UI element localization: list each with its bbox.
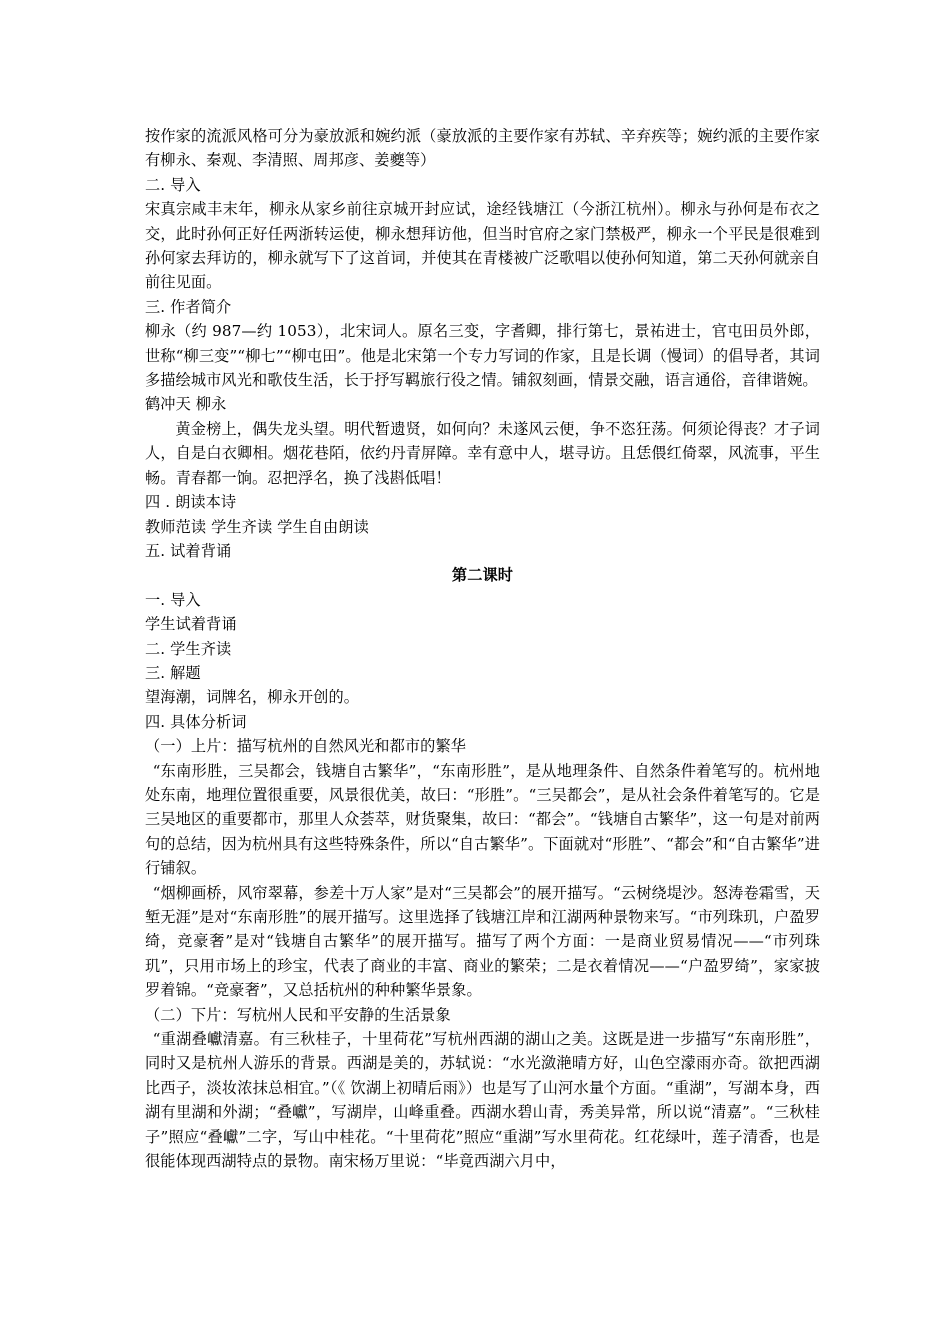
paragraph-reading: 教师范读 学生齐读 学生自由朗读 <box>145 517 369 536</box>
heading-recite: 五. 试着背诵 <box>145 541 232 560</box>
poem-title: 鹤冲天 柳永 <box>145 395 227 414</box>
paragraph-lower-1: “重湖叠巘清嘉。有三秋桂子，十里荷花”写杭州西湖的湖山之美。这既是进一步描写“东南形胜”，同时又是杭州人游乐的背景。西湖是美的，苏轼说：“水光潋滟晴方好，山色空濛雨亦奇。欲把西湖比西子，淡妆浓抹总相宜。”（《 饮湖上初晴后雨》）也是写了山河水量个方面。“重湖”，写湖本身，西湖有里湖和外湖；“叠巘”，写湖岸，山峰重叠。西湖水碧山青，秀美异常，所以说“清嘉”。“三秋桂子”照应“叠巘”二字，写山中桂花。“十里荷花”照应“重湖”写水里荷花。红花绿叶，莲子清香，也是很能体现西湖特点的景物。南宋杨万里说：“毕竟西湖六月中， <box>145 1030 820 1171</box>
subheading-upper: （一）上片：描写杭州的自然风光和都市的繁华 <box>145 737 467 756</box>
paragraph-author: 柳永（约 987—约 1053），北宋词人。原名三变，字耆卿，排行第七，景祐进士，官屯田员外郎，世称“柳三变”“柳七”“柳屯田”。他是北宋第一个专力写词的作家，且是长调（慢词）的倡导者，其词多描绘城市风光和歌伎生活，长于抒写羁旅行役之情。铺叙刻画，情景交融，语言通俗，音律谐婉。 <box>145 322 820 390</box>
heading-title-explain: 三. 解题 <box>145 663 201 682</box>
lesson-title: 第二课时 <box>451 566 514 585</box>
paragraph-title-explain: 望海潮，词牌名，柳永开创的。 <box>145 688 360 707</box>
paragraph-upper-2: “烟柳画桥，风帘翠幕，参差十万人家”是对“三吴都会”的展开描写。“云树绕堤沙。怒涛卷霜雪，天堑无涯”是对“东南形胜”的展开描写。这里选择了钱塘江岸和江湖两种景物来写。“市列珠玑，户盈罗绮，竞豪奢”是对“钱塘自古繁华”的展开描写。描写了两个方面：一是商业贸易情况——“市列珠玑”，只用市场上的珍宝，代表了商业的丰富、商业的繁荣；二是衣着情况——“户盈罗绮”，家家披罗着锦。“竞豪奢”，又总括杭州的种种繁华景象。 <box>145 883 820 1000</box>
heading-reading: 四 . 朗读本诗 <box>145 493 237 512</box>
subheading-lower: （二）下片：写杭州人民和平安静的生活景象 <box>145 1005 451 1024</box>
paragraph-upper-1: “东南形胜，三吴都会，钱塘自古繁华”，“东南形胜”，是从地理条件、自然条件着笔写的。杭州地处东南，地理位置很重要，风景很优美，故曰：“形胜”。“三吴都会”，是从社会条件着笔写的。它是三吴地区的重要都市，那里人众荟萃，财货聚集，故曰：“都会”。“钱塘自古繁华”，这一句是对前两句的总结，因为杭州具有这些特殊条件，所以“自古繁华”。下面就对“形胜”、“都会”和“自古繁华”进行铺叙。 <box>145 761 820 878</box>
paragraph-intro: 宋真宗咸丰末年，柳永从家乡前往京城开封应试，途经钱塘江（今浙江杭州）。柳永与孙何是布衣之交，此时孙何正好任两浙转运使，柳永想拜访他，但当时官府之家门禁极严，柳永一个平民是很难到孙何家去拜访的，柳永就写下了这首词，并使其在青楼被广泛歌唱以使孙何知道，第二天孙何就亲自前往见面。 <box>145 200 820 292</box>
poem-text: 黄金榜上，偶失龙头望。明代暂遗贤，如何向？未遂风云便，争不恣狂荡。何须论得丧？才子词人，自是白衣卿相。烟花巷陌，依约丹青屏障。幸有意中人，堪寻访。且恁偎红倚翠，风流事，平生畅。青春都一饷。忍把浮名，换了浅斟低唱！ <box>145 419 820 487</box>
heading-analysis: 四. 具体分析词 <box>145 712 247 731</box>
heading-intro: 二. 导入 <box>145 175 201 194</box>
heading-intro-2: 一. 导入 <box>145 590 201 609</box>
heading-read-together: 二. 学生齐读 <box>145 639 232 658</box>
paragraph-recite: 学生试着背诵 <box>145 615 237 634</box>
heading-author: 三. 作者简介 <box>145 297 232 316</box>
paragraph-genre: 按作家的流派风格可分为豪放派和婉约派（豪放派的主要作家有苏轼、辛弃疾等；婉约派的主要作家有柳永、秦观、李清照、周邦彦、姜夔等） <box>145 127 820 170</box>
document-page <box>145 124 820 1173</box>
